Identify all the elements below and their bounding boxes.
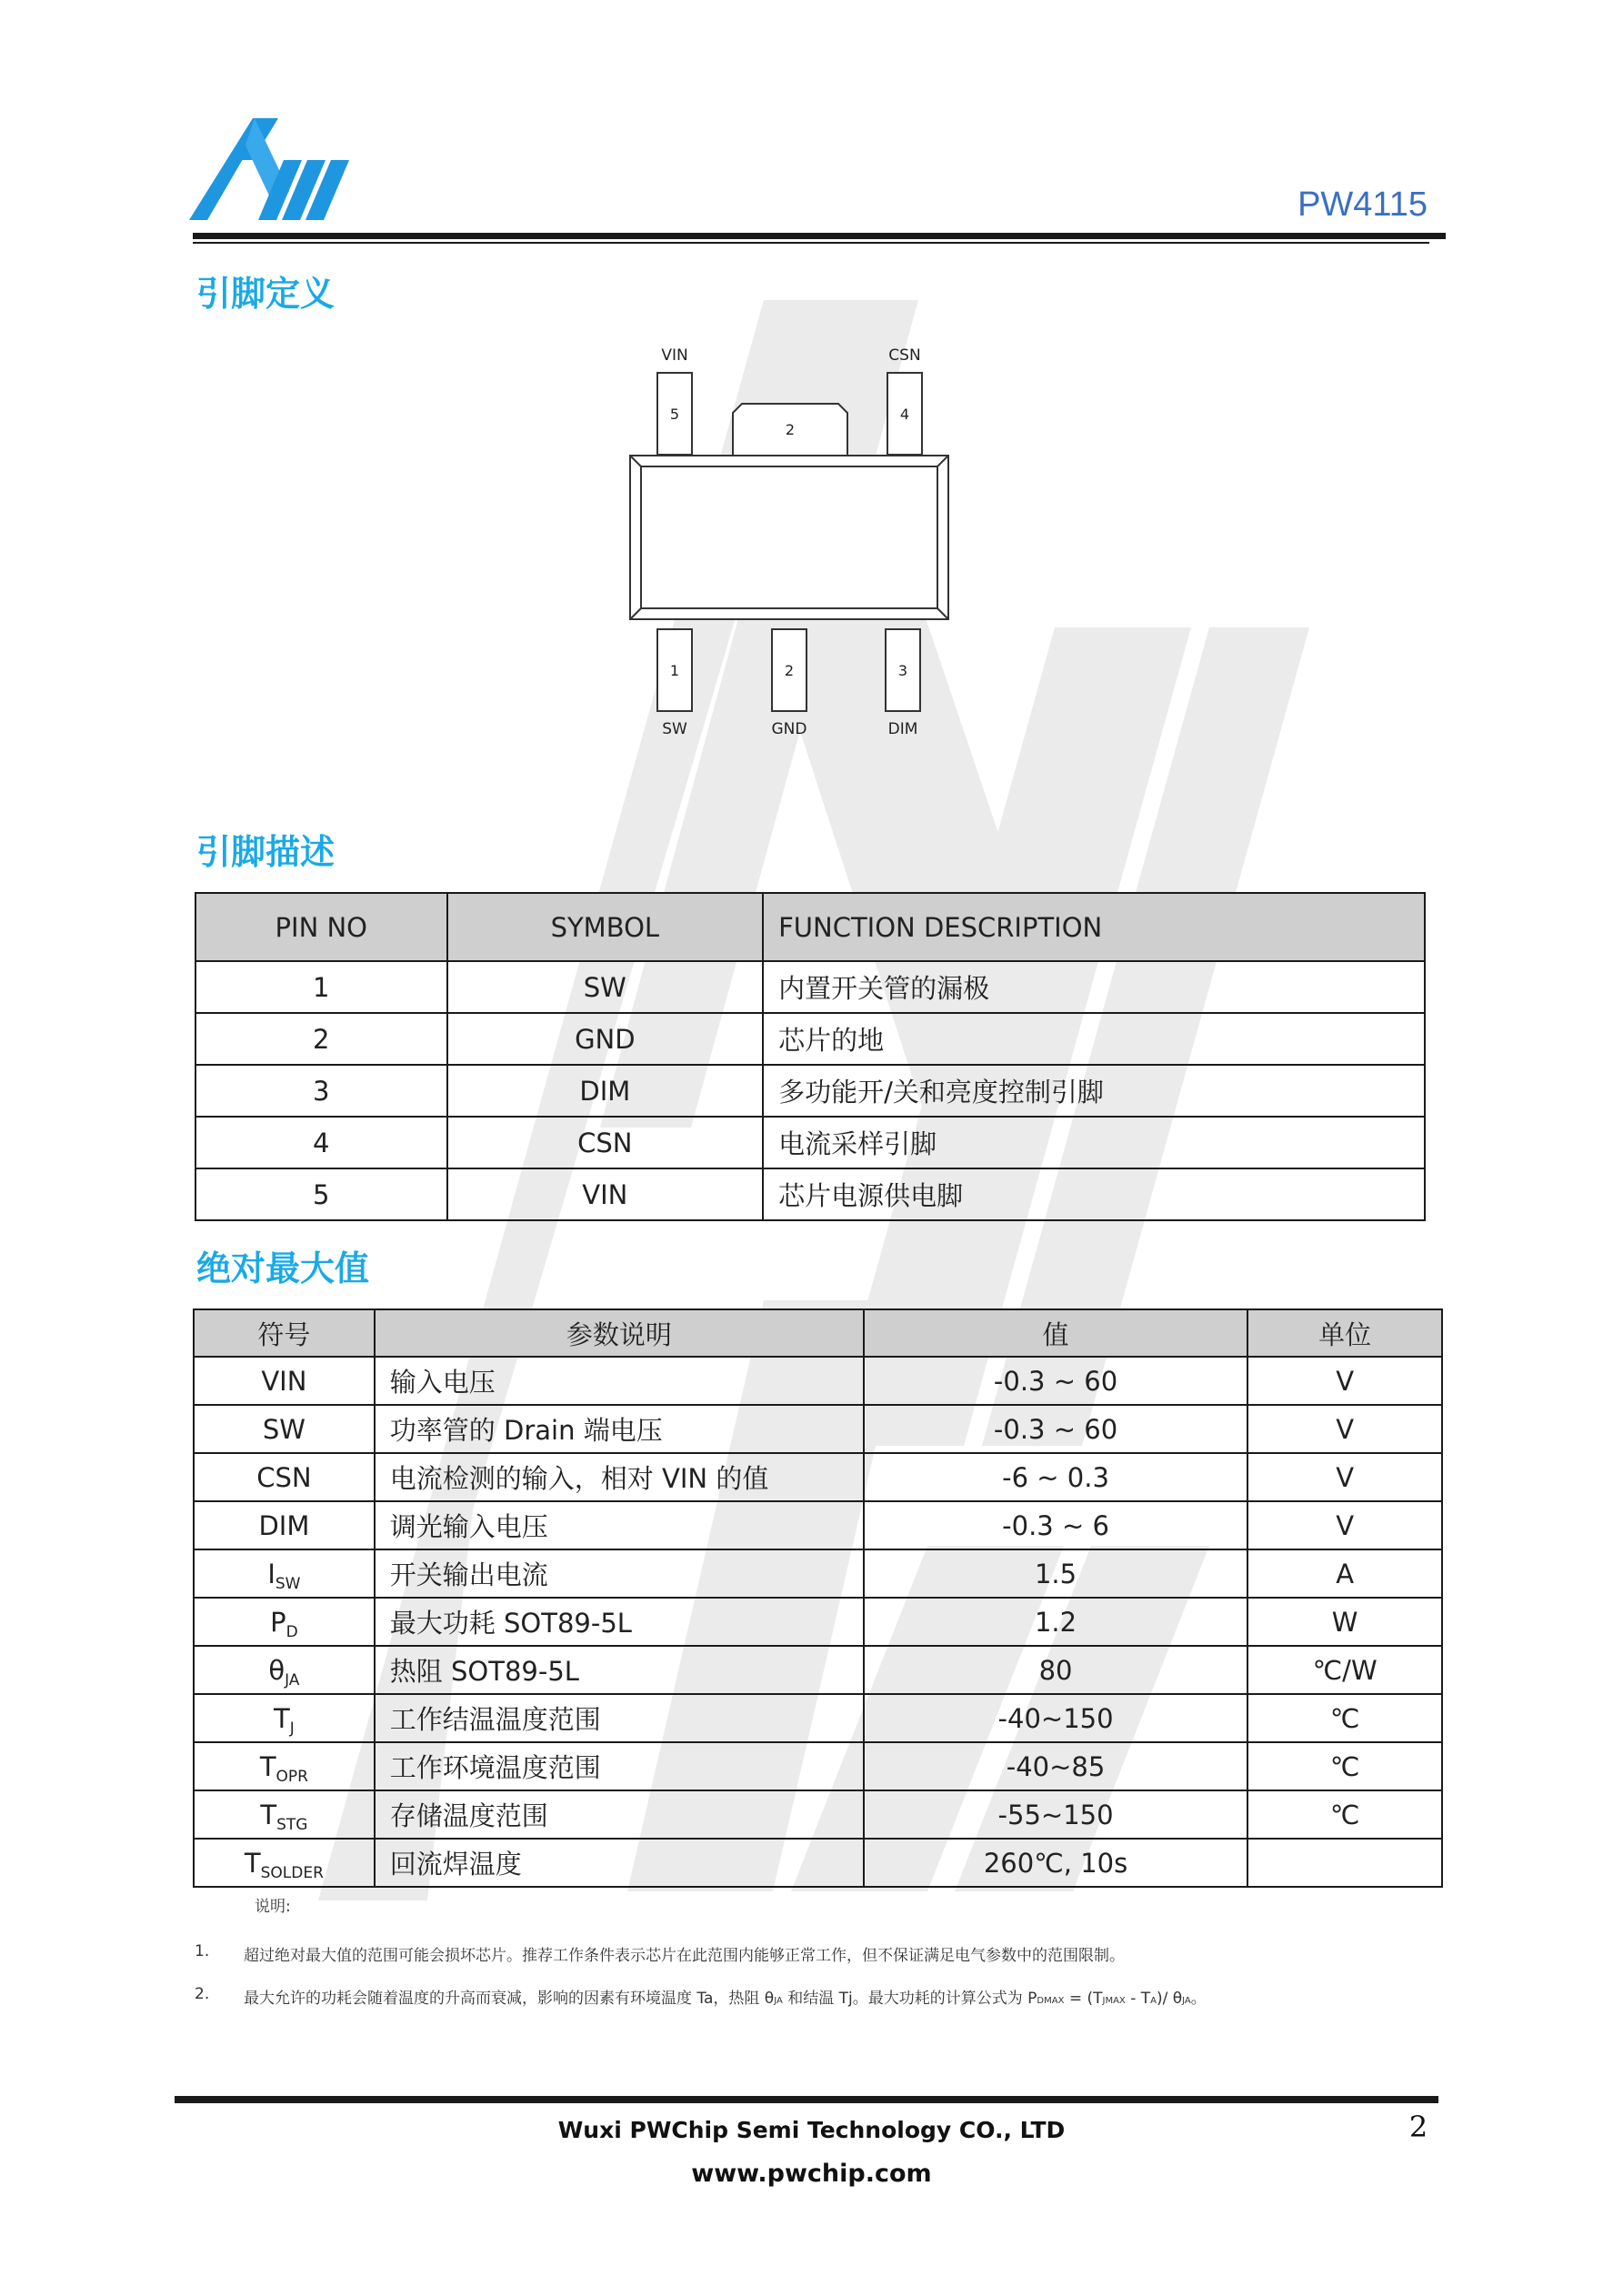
symbol-cell (194, 1694, 375, 1742)
symbol-main: SW (262, 1413, 306, 1445)
symbol-cell: GND (447, 1013, 764, 1065)
symbol-subscript: STG (276, 1815, 308, 1834)
symbol-main: P (270, 1606, 286, 1638)
unit-cell: V (1247, 1453, 1442, 1501)
symbol-main: T (259, 1750, 276, 1782)
symbol-cell (194, 1646, 375, 1694)
table-row (195, 1065, 1425, 1117)
pin-label-vin: VIN (661, 346, 688, 365)
pin-no-cell: 2 (195, 1013, 447, 1065)
absolute-max-table (193, 1308, 1443, 1888)
company-logo (189, 113, 367, 231)
note-2-part: 。 (1190, 1990, 1207, 2008)
value-cell: -0.3 ~ 6 (864, 1501, 1247, 1549)
footer-rule (175, 2096, 1438, 2103)
symbol-subscript: SOLDER (260, 1863, 324, 1882)
symbol-main: θ (268, 1654, 286, 1686)
parameter-cell: 电流检测的输入，相对 VIN 的值 (375, 1453, 864, 1501)
symbol-subscript: J (289, 1719, 295, 1738)
table-row (195, 1013, 1425, 1065)
section-title-pin-definition: 引脚定义 (196, 274, 336, 314)
symbol-main: I (267, 1558, 276, 1589)
description-cell: 多功能开/关和亮度控制引脚 (763, 1065, 1425, 1117)
table-row (194, 1598, 1442, 1646)
unit-cell: V (1247, 1357, 1442, 1405)
value-cell: 80 (864, 1646, 1247, 1694)
value-cell: -0.3 ~ 60 (864, 1357, 1247, 1405)
symbol-cell (194, 1405, 375, 1453)
table-row (195, 1168, 1425, 1220)
value-cell: 1.5 (864, 1549, 1247, 1598)
symbol-subscript: OPR (276, 1767, 308, 1786)
pin-number-2: 2 (784, 662, 795, 679)
description-cell: 芯片的地 (763, 1013, 1425, 1065)
note-2-sub: JMAX (1102, 1996, 1126, 2006)
notes-title: 说明: (255, 1898, 291, 1916)
section-title-pin-description: 引脚描述 (196, 832, 336, 872)
symbol-cell (194, 1598, 375, 1646)
value-cell: -0.3 ~ 60 (864, 1405, 1247, 1453)
pin-label-sw: SW (662, 720, 687, 738)
table-row (194, 1501, 1442, 1549)
footer-company: Wuxi PWChip Semi Technology CO., LTD (557, 2117, 1066, 2143)
parameter-cell: 存储温度范围 (375, 1790, 864, 1839)
pin-description-table (195, 892, 1426, 1221)
symbol-main: T (244, 1847, 261, 1879)
table-row (194, 1790, 1442, 1839)
header-function-description: FUNCTION DESCRIPTION (763, 893, 1425, 961)
parameter-cell: 最大功耗 SOT89-5L (375, 1598, 864, 1646)
note-2-sub: A (1150, 1996, 1157, 2006)
value-cell: -55~150 (864, 1790, 1247, 1839)
header-symbol: 符号 (194, 1309, 375, 1357)
symbol-cell: CSN (447, 1117, 764, 1168)
pin-number-3: 3 (897, 662, 908, 679)
table-row (194, 1549, 1442, 1598)
table-row (194, 1839, 1442, 1887)
note-text: 超过绝对最大值的范围可能会损坏芯片。推荐工作条件表示芯片在此范围内能够正常工作，但不保证满足电气参数中的范围限制。 (244, 1947, 1125, 1965)
unit-cell: A (1247, 1549, 1442, 1598)
description-cell: 电流采样引脚 (763, 1117, 1425, 1168)
symbol-cell: VIN (447, 1168, 764, 1220)
parameter-cell: 热阻 SOT89-5L (375, 1646, 864, 1694)
symbol-cell: DIM (447, 1065, 764, 1117)
pin-no-cell: 4 (195, 1117, 447, 1168)
pin-diagram (618, 336, 1000, 755)
note-number: 1. (195, 1942, 210, 1960)
table-row (195, 1117, 1425, 1168)
pin-label-csn: CSN (888, 346, 921, 365)
header-unit: 单位 (1247, 1309, 1442, 1357)
unit-cell: ℃ (1247, 1790, 1442, 1839)
table-row (194, 1405, 1442, 1453)
note-text (244, 1985, 1444, 2008)
table-header-row (195, 893, 1425, 961)
header-rule-thin (193, 242, 1429, 244)
symbol-main: CSN (256, 1461, 312, 1493)
unit-cell: ℃/W (1247, 1646, 1442, 1694)
table-row (194, 1453, 1442, 1501)
unit-cell: W (1247, 1598, 1442, 1646)
pin-no-cell: 5 (195, 1168, 447, 1220)
parameter-cell: 输入电压 (375, 1357, 864, 1405)
pin-number-4: 4 (899, 406, 910, 423)
table-header-row (194, 1309, 1442, 1357)
table-row (194, 1357, 1442, 1405)
parameter-cell: 功率管的 Drain 端电压 (375, 1405, 864, 1453)
parameter-cell: 回流焊温度 (375, 1839, 864, 1887)
pin-no-cell: 1 (195, 961, 447, 1013)
pin-no-cell: 3 (195, 1065, 447, 1117)
note-2-sub: JA (1182, 1996, 1191, 2006)
value-cell: 1.2 (864, 1598, 1247, 1646)
table-row (194, 1646, 1442, 1694)
package-body (630, 456, 948, 619)
description-cell: 芯片电源供电脚 (763, 1168, 1425, 1220)
parameter-cell: 开关输出电流 (375, 1549, 864, 1598)
symbol-main: DIM (258, 1509, 310, 1541)
symbol-cell (194, 1549, 375, 1598)
symbol-main: T (274, 1702, 290, 1734)
pin-number-1: 1 (669, 662, 680, 679)
symbol-subscript: D (286, 1622, 298, 1641)
unit-cell: V (1247, 1405, 1442, 1453)
parameter-cell: 调光输入电压 (375, 1501, 864, 1549)
unit-cell: V (1247, 1501, 1442, 1549)
pin-label-gnd: GND (771, 720, 807, 738)
footer-website: www.pwchip.com (691, 2160, 932, 2188)
header-symbol: SYMBOL (447, 893, 764, 961)
page-number: 2 (1408, 2110, 1428, 2144)
note-2-part: )/ θ (1156, 1990, 1183, 2008)
parameter-cell: 工作结温温度范围 (375, 1694, 864, 1742)
unit-cell: ℃ (1247, 1694, 1442, 1742)
table-row (195, 961, 1425, 1013)
symbol-main: T (260, 1799, 277, 1830)
header-rule (193, 233, 1446, 239)
note-2-sub: DMAX (1037, 1996, 1065, 2006)
pin-number-5: 5 (669, 406, 680, 423)
note-2-part: - T (1125, 1990, 1151, 2008)
pin-number-2-tab: 2 (785, 421, 796, 438)
header-value: 值 (864, 1309, 1247, 1357)
symbol-subscript: SW (275, 1574, 301, 1593)
value-cell: -6 ~ 0.3 (864, 1453, 1247, 1501)
part-number: PW4115 (1297, 185, 1428, 224)
note-number: 2. (195, 1985, 210, 2003)
note-2-part: 和结温 Tj。最大功耗的计算公式为 P (782, 1990, 1037, 2008)
symbol-cell: SW (447, 961, 764, 1013)
value-cell: 260℃, 10s (864, 1839, 1247, 1887)
value-cell: -40~85 (864, 1742, 1247, 1790)
unit-cell: ℃ (1247, 1742, 1442, 1790)
value-cell: -40~150 (864, 1694, 1247, 1742)
note-2-sub: JA (774, 1996, 783, 2006)
symbol-subscript: JA (285, 1670, 300, 1689)
symbol-cell (194, 1742, 375, 1790)
note-2-part: = (T (1064, 1990, 1103, 2008)
description-cell: 内置开关管的漏极 (763, 961, 1425, 1013)
symbol-cell (194, 1501, 375, 1549)
unit-cell (1247, 1839, 1442, 1887)
note-2-part: 最大允许的功耗会随着温度的升高而衰减，影响的因素有环境温度 Ta，热阻 θ (244, 1990, 775, 2008)
header-parameter: 参数说明 (375, 1309, 864, 1357)
symbol-cell (194, 1790, 375, 1839)
table-row (194, 1694, 1442, 1742)
symbol-cell (194, 1357, 375, 1405)
symbol-cell (194, 1839, 375, 1887)
section-title-absolute-max: 绝对最大值 (196, 1248, 370, 1288)
pin-label-dim: DIM (887, 720, 918, 738)
table-row (194, 1742, 1442, 1790)
symbol-cell (194, 1453, 375, 1501)
parameter-cell: 工作环境温度范围 (375, 1742, 864, 1790)
header-pin-no: PIN NO (195, 893, 447, 961)
symbol-main: VIN (261, 1365, 307, 1397)
